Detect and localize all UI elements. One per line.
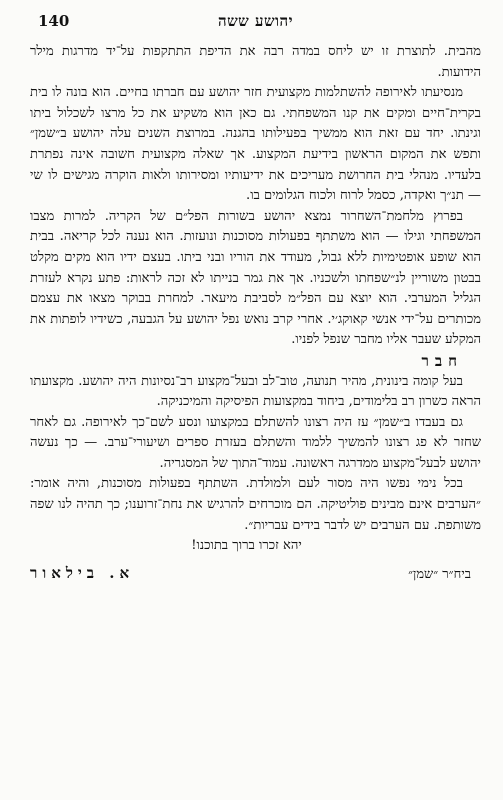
running-title: יהושע ששה xyxy=(217,12,294,30)
paragraph-2: מנסיעתו לאירופה להשתלמות מקצועית חזר יהושע עם חברתו בחיים. הוא בונה לו בית בקרית־חיים ומקים את קנו המשפחתי. גם כאן הוא משקיע את כל מרצו לשכלול ביתו וגינתו. יחד עם זאת הוא ממשיך בפעילותו בהגנה. במרוצת השנים עלה יהושע ב״שמן״ ותפש את המקום הראשון בידיעת המקצוע. אך שאלה מקצועית חשובה אינה נפתרת בלעדיו. מנהלי בית החרושת מעריכים את ידיעותיו ומסירותו ולאות הוקרה מגישים לו שי — תנ״ך ואקדה, כסמל לרוח ולכוח הגלומים בו. xyxy=(30,85,481,204)
paragraph-1: מהבית. לתוצרת זו יש ליחס במדה רבה את הדיפת התתקפות על־יד מדרגות מילר הידועות. xyxy=(30,44,481,80)
page-number: 140 xyxy=(38,12,70,30)
paragraph-5: גם בעבדו ב״שמן״ עז היה רצונו להשתלם במקצועו ונסע לשם־כך לאירופה. גם לאחר שחזר לא פג רצונו להמשיך ללמוד והשתלם בעזרת ספרים ושיעורי־ערב. — כך נעשה יהושע לבעל־מקצוע ממדרגה ראשונה. עמוד־התוך של המסגריה. xyxy=(30,414,481,471)
signature-author: א. בילאור xyxy=(30,563,135,582)
signature-source: ביח״ר ״שמן״ xyxy=(408,566,471,582)
section-heading: חבר xyxy=(421,351,463,370)
paragraph-4: בעל קומה בינונית, מהיר תנועה, טוב־לב ובעל־מקצוע רב־נסיונות היה יהושע. מקצועתו הראה כשרון רב בלימודים, ביחוד במקצועות הפיסיקה והמיכניקה. xyxy=(30,373,481,410)
paragraph-6: בכל נימי נפשו היה מסור לעם ולמולדת. השתתף בפעולות מסוכנות, והיה אומר: ״הערבים אינם מבינים פוליטיקה. הם מוכרחים להרגיש את נחת־זרוענו; כך תהיה לנו שפה משותפת. עם הערבים יש לדבר בידים עבריות״. xyxy=(30,476,481,533)
page-header xyxy=(38,8,473,34)
signature-row xyxy=(30,563,481,585)
closing-line: יהא זכרו ברוך בתוכנו! xyxy=(191,538,302,554)
article-body xyxy=(30,42,481,794)
paragraph-3: בפרוץ מלחמת־השחרור נמצא יהושע בשורות הפל״ם של הקריה. למרות מצבו המשפחתי וגילו — הוא משתתף בפעולות מסוכנות ונועזות. הוא נענה לכל קריאה. בבית הוא שופע אופטימיות ללא גבול, מעודד את הוריו ובני ביתו. בעצם ידיו הוא מקים מקלט בבטון משוריין לנ״שפחתו ולשכניו. אך את גמר בנייתו לא זכה לראות: פתע נקרא לעזרת הגליל המערבי. הוא יוצא עם הפל״מ לסביבת מיעאר. למחרת בבוקר מצאו את עצמם מכותרים על־ידי אנשי קאוקג׳י. אחרי קרב נואש נפל יהושע על הגבעה, כשידיו לופתות את המקלע שעבר אליו מחבר שנפל לפניו. xyxy=(30,208,481,348)
